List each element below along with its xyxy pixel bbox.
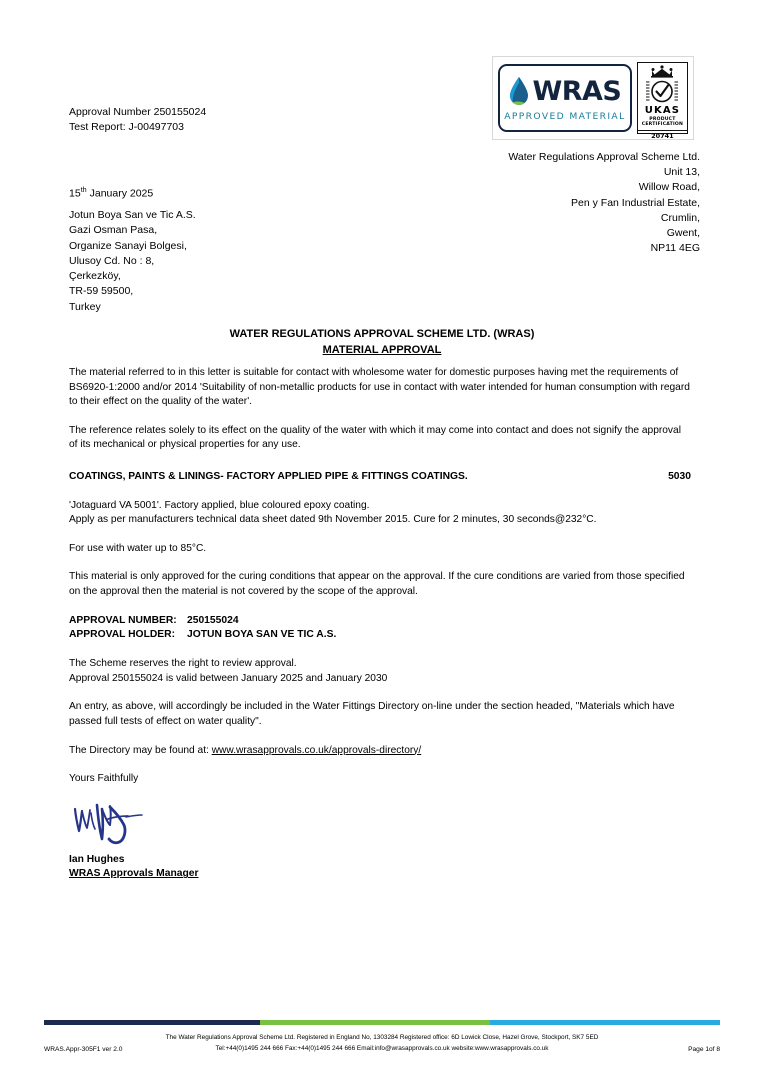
footer-document-reference: WRAS.Appr-305F1 ver 2.0 — [44, 1046, 123, 1053]
tick-circle-icon — [645, 78, 679, 105]
document-title-line2: MATERIAL APPROVAL — [322, 343, 442, 356]
recipient-address-line: Ulusoy Cd. No : 8, — [69, 254, 155, 267]
ukas-wordmark: UKAS — [644, 105, 681, 116]
date-day: 15 — [69, 187, 81, 200]
company-address-line: Pen y Fan Industrial Estate, — [571, 196, 700, 209]
approval-reference-block — [69, 105, 206, 135]
letter-body — [69, 366, 691, 882]
directory-prefix-text: The Directory may be found at: — [69, 744, 212, 756]
recipient-address-line: TR-59 59500, — [69, 285, 134, 298]
recipient-address-line: Jotun Boya San ve Tic A.S. — [69, 209, 196, 221]
temperature-rating: For use with water up to 85°C. — [69, 542, 207, 554]
reference-scope-paragraph: The reference relates solely to its effect on the quality of the water with which it may come into contact and does not signify the approval of its mechanical or physical properties for any use. — [69, 424, 681, 451]
product-description — [69, 499, 691, 528]
signer-block — [69, 853, 691, 882]
company-address-line: Water Regulations Approval Scheme Ltd. — [508, 151, 700, 163]
approval-number-row — [69, 614, 691, 629]
footer-registration-line: The Water Regulations Approval Scheme Ltd. Registered in England No, 1303284 Registered office: 6D Lowick Close, Hazel Grove, Stockport, SK7 5ED — [165, 1034, 599, 1041]
water-drop-icon — [508, 76, 532, 106]
directory-location-paragraph — [69, 744, 691, 759]
section-heading-text: COATINGS, PAINTS & LININGS- FACTORY APPLIED PIPE & FITTINGS COATINGS. — [69, 470, 468, 482]
signer-name: Ian Hughes — [69, 853, 125, 865]
approval-details — [69, 614, 691, 644]
directory-entry-paragraph: An entry, as above, will accordingly be included in the Water Fittings Directory on-line under the section headed, "Materials which have passed full tests of effect on water quality". — [69, 701, 675, 727]
approval-number-value: 250155024 — [187, 614, 239, 626]
approval-number-label: APPROVAL NUMBER: — [69, 614, 177, 626]
company-address-line: NP11 4EG — [650, 242, 700, 255]
product-description-line1: 'Jotaguard VA 5001'. Factory applied, blue coloured epoxy coating. — [69, 499, 370, 511]
closing-salutation: Yours Faithfully — [69, 773, 139, 785]
curing-conditions-paragraph: This material is only approved for the curing conditions that appear on the approval. If the cure conditions are varied from those specified on the approval then the material is not covered by the scope of the approval. — [69, 571, 685, 597]
test-report-line: Test Report: J-00497703 — [69, 121, 184, 133]
footer-page-number: Page 1of 8 — [688, 1046, 720, 1053]
approval-holder-label: APPROVAL HOLDER: — [69, 629, 176, 641]
wras-logo-subtitle: APPROVED MATERIAL — [504, 111, 626, 122]
recipient-address-line: Turkey — [69, 300, 101, 313]
approval-holder-row — [69, 628, 691, 643]
review-right-line: The Scheme reserves the right to review approval. — [69, 658, 297, 670]
product-description-line2: Apply as per manufacturers technical data sheet dated 9th November 2015. Cure for 2 minutes, 30 seconds@232°C. — [69, 514, 597, 526]
date-month-year: January 2025 — [86, 187, 154, 200]
wras-logo-row — [508, 74, 621, 108]
approval-number-line: Approval Number 250155024 — [69, 106, 207, 118]
wras-approved-material-logo — [498, 64, 632, 132]
footer-bar-navy-segment — [44, 1020, 260, 1025]
recipient-address-line: Çerkezköy, — [69, 270, 121, 283]
footer-contact-line: Tel:+44(0)1495 244 666 Fax:+44(0)1495 244 666 Email:info@wrasapprovals.co.uk website:www.wrasapprovals.co.uk — [215, 1045, 549, 1052]
document-title — [0, 327, 764, 358]
section-code: 5030 — [668, 470, 691, 482]
footer-bar-cyan-segment — [490, 1020, 720, 1025]
company-address-line: Unit 13, — [663, 166, 700, 179]
document-title-line1: WATER REGULATIONS APPROVAL SCHEME LTD. (WRAS) — [229, 328, 535, 340]
ukas-certification-mark — [637, 62, 688, 140]
product-section-heading — [69, 470, 691, 485]
signer-role: WRAS Approvals Manager — [69, 868, 199, 880]
recipient-address-line: Organize Sanayi Bolgesi, — [69, 239, 187, 252]
company-address-line: Willow Road, — [638, 181, 700, 194]
company-address-block — [508, 150, 700, 256]
approval-holder-value: JOTUN BOYA SAN VE TIC A.S. — [187, 629, 337, 641]
ukas-accreditation-number: 20741 — [638, 130, 687, 140]
signature-image — [69, 793, 209, 847]
footer-bar-green-segment — [260, 1020, 490, 1025]
wras-wordmark: WRAS — [532, 75, 622, 107]
validity-period-line: Approval 250155024 is valid between January 2025 and January 2030 — [69, 672, 388, 684]
company-address-line: Crumlin, — [660, 211, 700, 224]
company-address-line: Gwent, — [666, 227, 700, 240]
crown-icon — [649, 65, 675, 78]
letter-date — [69, 185, 153, 200]
wras-ukas-logo-block — [492, 56, 694, 140]
recipient-address-block — [69, 208, 196, 315]
footer-color-bar — [44, 1020, 720, 1025]
directory-url-link[interactable]: www.wrasapprovals.co.uk/approvals-directory/ — [211, 744, 422, 756]
review-validity-paragraph — [69, 657, 691, 686]
ukas-cert-line2: CERTIFICATION — [641, 122, 684, 128]
recipient-address-line: Gazi Osman Pasa, — [69, 224, 158, 237]
intro-paragraph: The material referred to in this letter is suitable for contact with wholesome water for domestic purposes having met the requirements of BS6920-1:2000 and/or 2014 'Suitability of non-metallic products for use in contact with water intended for human consumption with regard to their effect on the quality of the water'. — [69, 367, 690, 408]
date-ordinal: th — [80, 185, 87, 194]
ukas-cert-line1: PRODUCT — [649, 116, 676, 122]
